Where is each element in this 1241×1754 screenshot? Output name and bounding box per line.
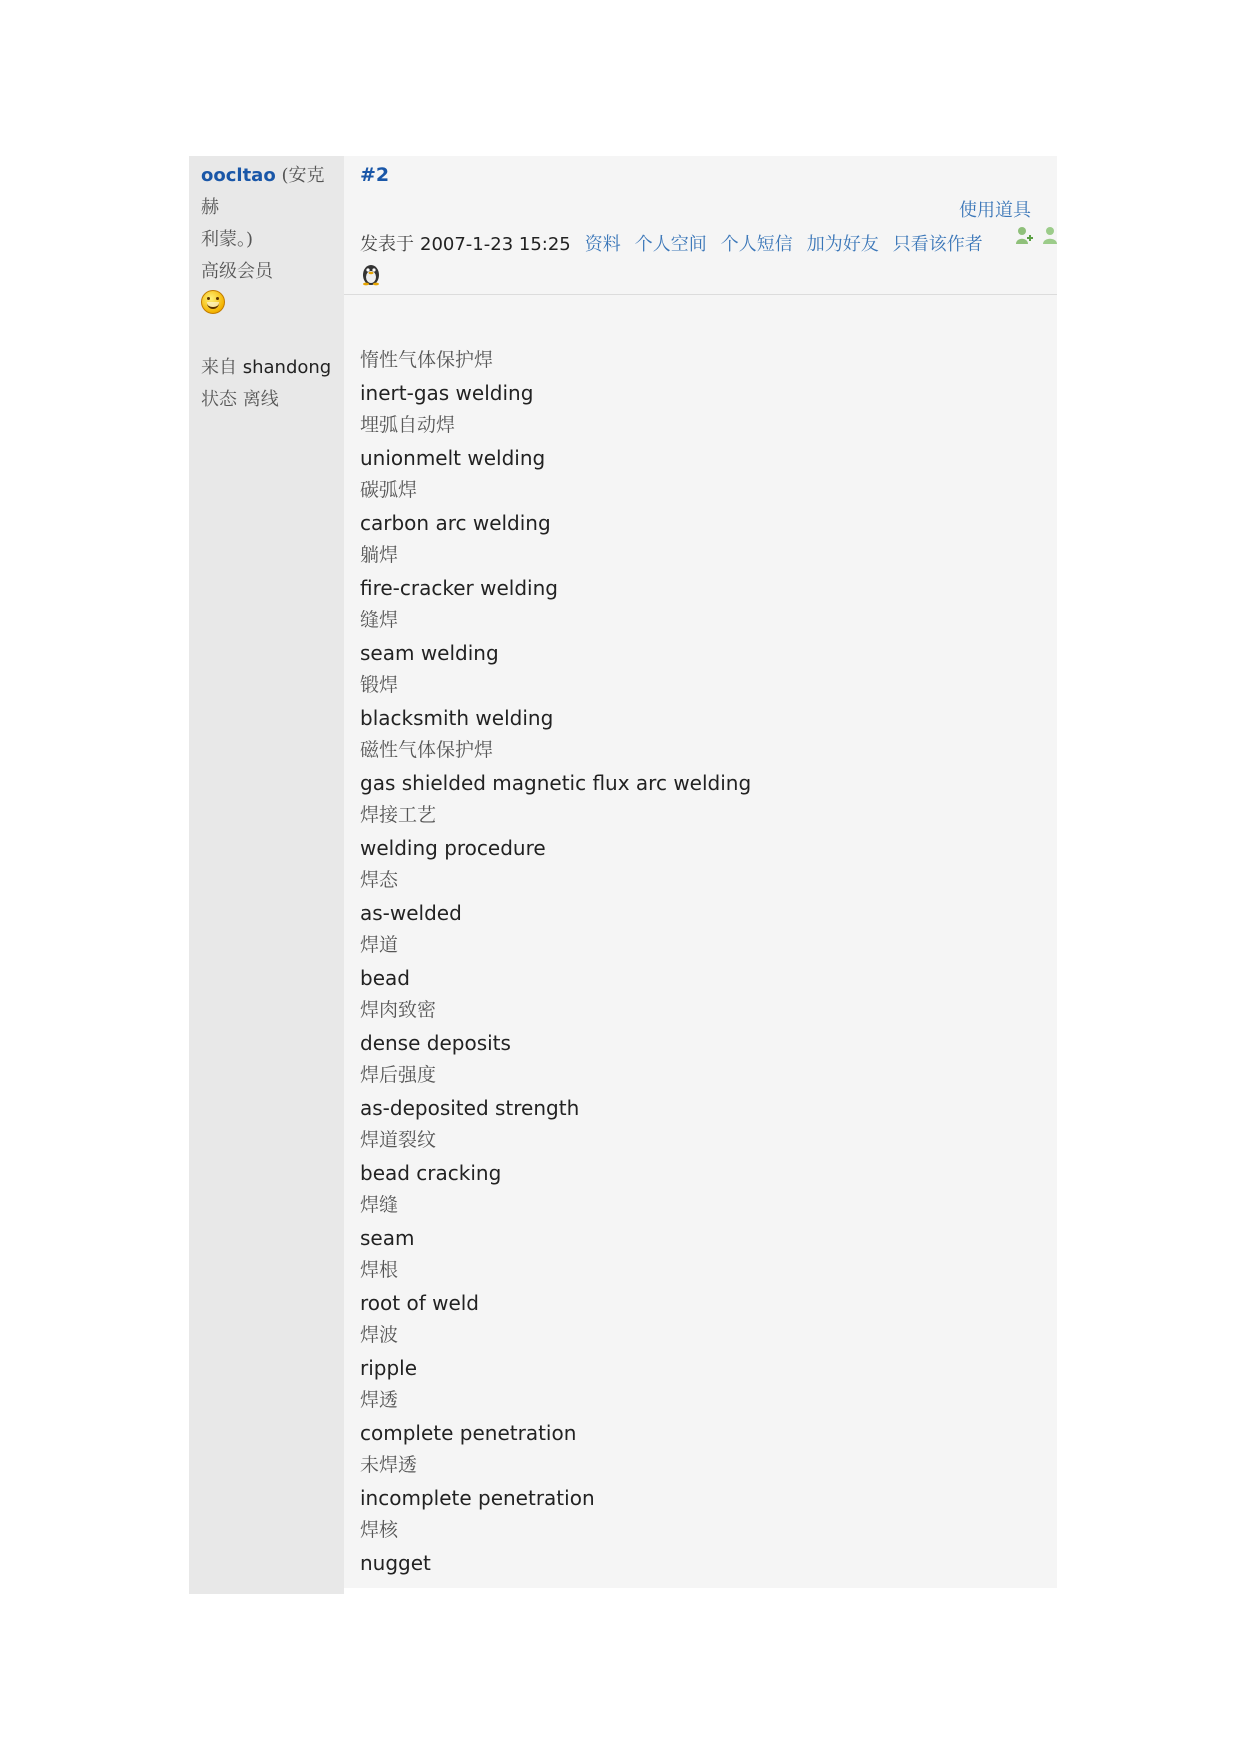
post-meta-row — [360, 230, 983, 256]
author-sidebar — [189, 156, 344, 1594]
post-content-area — [344, 156, 1057, 1588]
add-friend-link[interactable]: 加为好友 — [806, 234, 879, 255]
term-chinese: 焊接工艺 — [360, 804, 437, 826]
status-value: 离线 — [242, 389, 279, 410]
term-english: as-deposited strength — [360, 1095, 580, 1120]
author-location — [201, 352, 344, 384]
posted-time: 2007-1-23 15:25 — [420, 234, 571, 255]
post-body — [360, 344, 751, 1579]
term-chinese: 焊缝 — [360, 1194, 399, 1216]
term-chinese: 锻焊 — [360, 674, 399, 696]
term-english: complete penetration — [360, 1420, 577, 1445]
author-rank: 高级会员 — [201, 261, 273, 282]
author-name-line — [201, 160, 341, 256]
term-english: incomplete penetration — [360, 1485, 595, 1510]
posted-label: 发表于 — [360, 234, 414, 255]
author-nickname: (安克赫 — [201, 165, 325, 218]
forum-post — [189, 156, 1057, 1594]
term-english: bead — [360, 965, 410, 990]
term-chinese: 焊道 — [360, 934, 399, 956]
term-chinese: 焊道裂纹 — [360, 1129, 437, 1151]
term-chinese: 惰性气体保护焊 — [360, 349, 494, 371]
location-label: 来自 — [201, 357, 237, 378]
author-username-link[interactable]: oocltao — [201, 165, 276, 186]
term-english: bead cracking — [360, 1160, 502, 1185]
term-chinese: 焊根 — [360, 1259, 399, 1281]
term-english: inert-gas welding — [360, 380, 534, 405]
term-chinese: 焊后强度 — [360, 1064, 437, 1086]
term-english: nugget — [360, 1550, 431, 1575]
term-chinese: 磁性气体保护焊 — [360, 739, 494, 761]
post-header-divider — [344, 294, 1057, 295]
term-english: as-welded — [360, 900, 462, 925]
term-english: blacksmith welding — [360, 705, 554, 730]
author-nickname-cont: 利蒙。) — [201, 229, 254, 250]
personal-space-link[interactable]: 个人空间 — [634, 234, 707, 255]
author-status — [201, 384, 344, 416]
term-english: dense deposits — [360, 1030, 511, 1055]
post-number-link[interactable]: #2 — [360, 164, 390, 186]
term-chinese: 未焊透 — [360, 1454, 418, 1476]
qq-penguin-icon[interactable] — [360, 262, 382, 286]
author-only-link[interactable]: 只看该作者 — [892, 234, 983, 255]
term-chinese: 焊透 — [360, 1389, 399, 1411]
smiley-icon — [201, 290, 225, 314]
profile-link[interactable]: 资料 — [584, 234, 621, 255]
user-icon[interactable] — [1041, 226, 1059, 246]
status-label: 状态 — [201, 389, 237, 410]
term-chinese: 缝焊 — [360, 609, 399, 631]
term-english: gas shielded magnetic flux arc welding — [360, 770, 752, 795]
add-friend-icon[interactable] — [1015, 226, 1033, 246]
term-english: unionmelt welding — [360, 445, 546, 470]
term-english: ripple — [360, 1355, 418, 1380]
use-tool-link[interactable]: 使用道具 — [959, 200, 1031, 221]
term-chinese: 焊肉致密 — [360, 999, 437, 1021]
term-chinese: 焊波 — [360, 1324, 399, 1346]
location-value: shandong — [242, 357, 332, 378]
term-chinese: 埋弧自动焊 — [360, 414, 456, 436]
term-english: welding procedure — [360, 835, 546, 860]
private-message-link[interactable]: 个人短信 — [720, 234, 793, 255]
term-chinese: 躺焊 — [360, 544, 399, 566]
term-english: carbon arc welding — [360, 510, 551, 535]
term-chinese: 焊核 — [360, 1519, 399, 1541]
term-english: root of weld — [360, 1290, 480, 1315]
term-english: fire-cracker welding — [360, 575, 558, 600]
term-english: seam — [360, 1225, 415, 1250]
term-chinese: 碳弧焊 — [360, 479, 418, 501]
term-english: seam welding — [360, 640, 499, 665]
term-chinese: 焊态 — [360, 869, 399, 891]
